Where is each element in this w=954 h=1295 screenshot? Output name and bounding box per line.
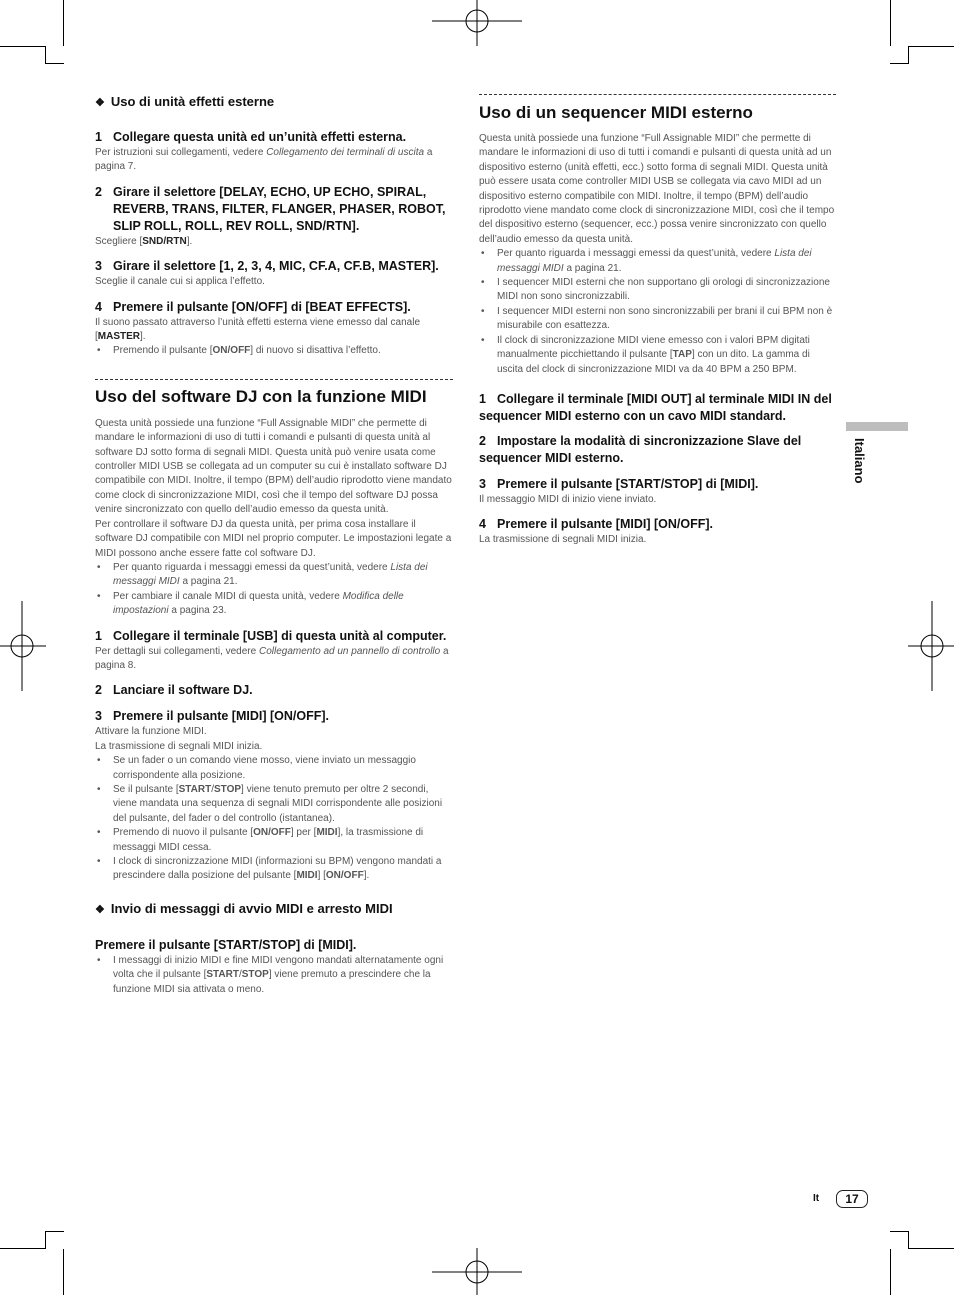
seq-step-3-start-stop — [479, 476, 836, 507]
midi-step-1-connect-usb — [95, 628, 455, 674]
list-item: • Per quanto riguarda i messaggi emessi da quest’unità, vedere Lista dei messaggi MIDI a pagina 21. — [95, 561, 455, 590]
step-number: 4 — [479, 517, 486, 532]
bullet-list — [95, 344, 455, 358]
step-text: Sceglie il canale cui si applica l’effetto. — [95, 276, 265, 288]
step-number: 3 — [95, 259, 102, 274]
step-title: Impostare la modalità di sincronizzazione Slave del sequencer MIDI esterno. — [479, 433, 802, 465]
section-divider — [95, 379, 453, 380]
bullet-list — [95, 754, 455, 884]
list-item: • I sequencer MIDI esterni che non supportano gli orologi di sincronizzazione MIDI non sono sincronizzabili. — [479, 276, 836, 305]
language-tab-label: Italiano — [852, 438, 867, 484]
list-item: • Per quanto riguarda i messaggi emessi da quest’unità, vedere Lista dei messaggi MIDI a pagina 21. — [479, 247, 836, 276]
registration-mark-left-icon — [0, 601, 48, 691]
footer-language-code: It — [813, 1193, 820, 1204]
step-number: 2 — [95, 683, 102, 698]
section-paragraph: Questa unità possiede una funzione “Full Assignable MIDI” che permette di mandare le informazioni di uso di tutti i comandi e pulsanti di questa unità ad un dispositivo esterno (unità effetti, ecc.) sotto forma di segnali MIDI. Questa unità può essere usata come controller MIDI USB se collegata via cavo MIDI ad un dispositivo esterno compatibile con MIDI. Inoltre, il tempo (BPM) dell’audio riprodotto viene mandato come clock di sincronizzazione MIDI, così che il tempo del dispositivo esterno (sequencer, ecc.) possa venire sincronizzato con quello dell’audio emesso da questa unità. — [479, 133, 835, 245]
page-reference: Modifica delle impostazioni — [113, 590, 404, 617]
section-paragraph: Per controllare il software DJ da questa unità, per prima cosa installare il software DJ compatibile con MIDI nel proprio computer. Le impostazioni legate a MIDI possono anche essere fatte col software DJ. — [95, 518, 452, 559]
step-number: 1 — [95, 628, 102, 643]
page-number: 17 — [836, 1190, 868, 1208]
step-title: Premere il pulsante [START/STOP] di [MIDI]. — [497, 476, 759, 491]
page-reference: Lista dei messaggi MIDI — [497, 248, 812, 274]
step-4-beat-effects — [95, 299, 455, 359]
bullet-list — [479, 247, 836, 377]
language-tab — [845, 438, 873, 490]
step-title: Collegare il terminale [MIDI OUT] al terminale MIDI IN del sequencer MIDI esterno con un cavo MIDI standard. — [479, 391, 832, 423]
registration-mark-bottom-icon — [432, 1248, 522, 1295]
step-number: 3 — [479, 476, 486, 491]
diamond-bullet-icon: ❖ — [95, 903, 105, 916]
list-item: • Premendo di nuovo il pulsante [ON/OFF] per [MIDI], la trasmissione di messaggi MIDI cessa. — [95, 826, 455, 855]
list-item: • Il clock di sincronizzazione MIDI viene emesso con i valori BPM digitati manualmente picchiettando il pulsante [TAP] con un dito. La gamma di uscita del clock di sincronizzazione MIDI va da 40 BPM a 250 BPM. — [479, 334, 836, 377]
step-title: Collegare il terminale [USB] di questa unità al computer. — [113, 628, 447, 643]
list-item: • I clock di sincronizzazione MIDI (informazioni su BPM) vengono mandati a prescindere dalla posizione del pulsante [MIDI] [ON/OFF]. — [95, 855, 455, 884]
step-number: 2 — [95, 184, 102, 199]
page-reference: Lista dei messaggi MIDI — [113, 561, 428, 588]
midi-step-3-midi-on-off — [95, 708, 455, 883]
registration-mark-right-icon — [906, 601, 954, 691]
list-item: • Se un fader o un comando viene mosso, viene inviato un messaggio corrispondente alla posizione. — [95, 754, 455, 783]
step-title: Premere il pulsante [START/STOP] di [MIDI]. — [95, 937, 357, 952]
list-item: • Premendo il pulsante [ON/OFF] di nuovo si disattiva l’effetto. — [95, 344, 455, 358]
step-title: Girare il selettore [DELAY, ECHO, UP ECHO, SPIRAL, REVERB, TRANS, FILTER, FLANGER, PHASER, ROBOT, SLIP ROLL, ROLL, REV ROLL, SND/RTN]. — [113, 184, 446, 233]
bullet-list — [95, 561, 455, 619]
step-title: Premere il pulsante [MIDI] [ON/OFF]. — [113, 709, 329, 724]
subsection-midi-start-stop — [95, 900, 455, 919]
step-title: Premere il pulsante [MIDI] [ON/OFF]. — [497, 517, 713, 532]
list-item: • Se il pulsante [START/STOP] viene tenuto premuto per oltre 2 secondi, viene mandata una sequenza di segnali MIDI corrispondente alle posizioni del pulsante, del fader o del controllo (istantanea). — [95, 783, 455, 826]
page-reference: Collegamento ad un pannello di controllo — [258, 645, 441, 657]
step-number: 4 — [95, 299, 102, 314]
step-number: 2 — [479, 433, 486, 448]
subsection-title: Uso di unità effetti esterne — [110, 94, 275, 109]
section-paragraph: Questa unità possiede una funzione “Full Assignable MIDI” che permette di mandare le informazioni di uso di tutti i comandi e pulsanti di questa unità al software DJ sotto forma di segnali MIDI. Questa unità può venire usata come controller MIDI USB se collegata ad un computer su cui è installato software DJ compatibile con MIDI. Inoltre, il tempo (BPM) dell’audio riprodotto viene mandato come clock di sincronizzazione MIDI, così che il tempo del software DJ possa venire sincronizzato con quello dell’audio emesso da questa unità. — [95, 417, 452, 516]
step-title: Collegare questa unità ed un’unità effetti esterna. — [113, 130, 407, 144]
step-text: Il messaggio MIDI di inizio viene inviato. — [479, 493, 657, 505]
seq-step-4-midi-on-off — [479, 516, 836, 547]
section-title: Uso del software DJ con la funzione MIDI — [95, 386, 427, 406]
language-tab-bar — [846, 422, 908, 431]
step-number: 3 — [95, 709, 102, 724]
step-text: La trasmissione di segnali MIDI inizia. — [479, 534, 647, 546]
step-2-select-effect — [95, 184, 455, 249]
seq-step-1-connect-midi-out — [479, 391, 836, 425]
seq-step-2-slave-mode — [479, 433, 836, 467]
page-reference: Collegamento dei terminali di uscita — [266, 147, 425, 158]
section-external-sequencer — [479, 102, 836, 377]
midi-step-2-launch-software — [95, 682, 455, 699]
right-column — [479, 93, 836, 548]
left-column — [95, 93, 455, 997]
step-title: Premere il pulsante [ON/OFF] di [BEAT EFFECTS]. — [113, 299, 411, 314]
step-text: La trasmissione di segnali MIDI inizia. — [95, 740, 263, 752]
diamond-bullet-icon: ❖ — [95, 97, 105, 109]
section-divider — [479, 94, 836, 95]
list-item: • Per cambiare il canale MIDI di questa unità, vedere Modifica delle impostazioni a pagina 23. — [95, 590, 455, 619]
section-dj-software-midi — [95, 386, 455, 619]
list-item: • I messaggi di inizio MIDI e fine MIDI vengono mandati alternatamente ogni volta che il pulsante [START/STOP] viene premuto a prescindere che la funzione MIDI sia attivata o meno. — [95, 954, 455, 997]
subsection-external-effects — [95, 93, 455, 110]
step-3-select-channel — [95, 258, 455, 289]
step-number: 1 — [479, 391, 486, 406]
step-text: Per dettagli sui collegamenti, vedere Collegamento ad un pannello di controllo a pagina 8. — [95, 645, 449, 671]
step-text: Per istruzioni sui collegamenti, vedere Collegamento dei terminali di uscita a pagina 7. — [95, 147, 433, 173]
step-title: Lanciare il software DJ. — [113, 683, 253, 698]
step-number: 1 — [95, 130, 102, 144]
bullet-list — [95, 954, 455, 997]
step-1-connect-effects — [95, 129, 455, 175]
section-title: Uso di un sequencer MIDI esterno — [479, 103, 753, 122]
step-press-start-stop — [95, 937, 455, 997]
step-text: Il suono passato attraverso l’unità effetti esterna viene emesso dal canale [MASTER]. — [95, 316, 421, 343]
list-item: • I sequencer MIDI esterni non sono sincronizzabili per brani il cui BPM non è misurabile con esattezza. — [479, 305, 836, 334]
step-text: Attivare la funzione MIDI. — [95, 726, 207, 738]
registration-mark-top-icon — [432, 0, 522, 48]
step-text: Scegliere [SND/RTN]. — [95, 235, 193, 247]
subsection-title: Invio di messaggi di avvio MIDI e arresto MIDI — [110, 900, 393, 916]
step-title: Girare il selettore [1, 2, 3, 4, MIC, CF.A, CF.B, MASTER]. — [113, 259, 439, 274]
